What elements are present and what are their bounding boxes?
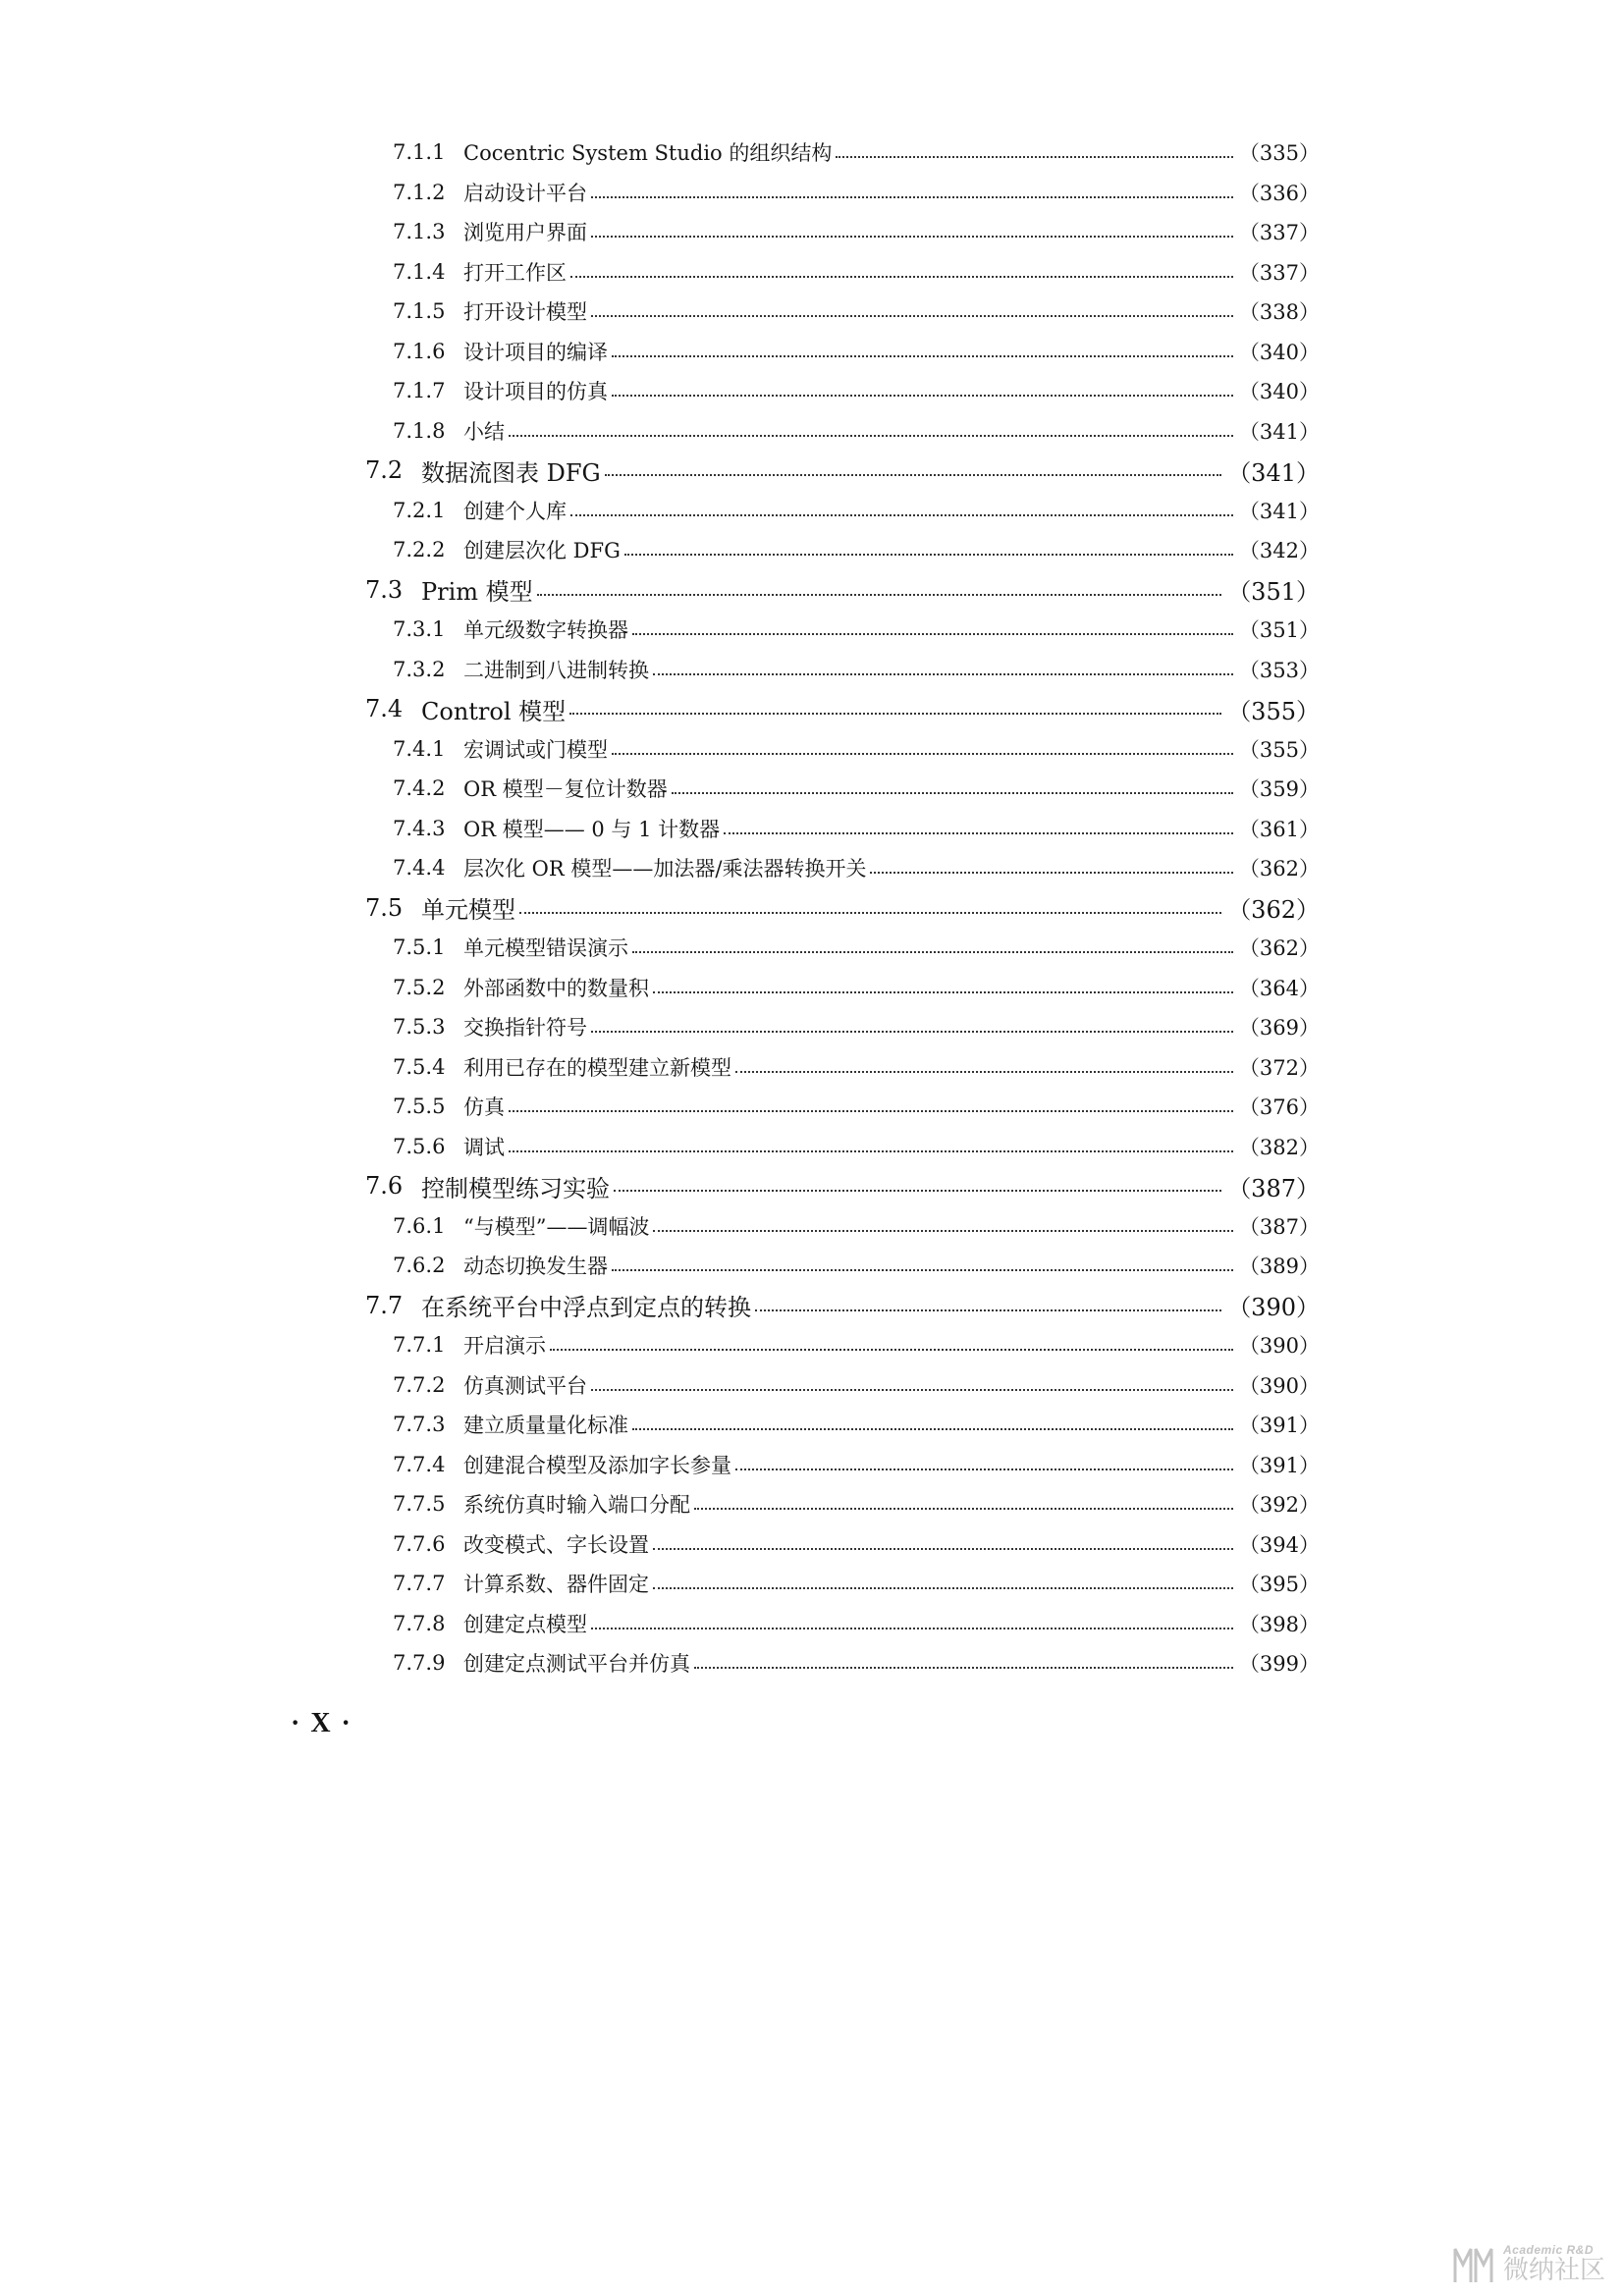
toc-leader-dots <box>653 1548 1233 1550</box>
toc-leader-dots <box>672 792 1233 794</box>
toc-leader-dots <box>569 713 1221 715</box>
toc-entry-page: （391） <box>1238 1414 1320 1438</box>
toc-entry-page: （362） <box>1238 936 1320 961</box>
toc-leader-dots <box>612 395 1233 397</box>
toc-entry-number: 7.1.7 <box>393 379 446 403</box>
toc-section-entry <box>0 689 1623 729</box>
toc-leader-dots <box>632 951 1233 953</box>
toc-entry-number: 7.6.1 <box>393 1213 446 1238</box>
toc-section-entry <box>0 1166 1623 1206</box>
table-of-contents <box>0 133 1623 1683</box>
toc-entry-title: 启动设计平台 <box>463 181 587 205</box>
toc-entry-title: 仿真 <box>463 1095 505 1120</box>
watermark-logo-icon <box>1452 2243 1497 2284</box>
toc-entry-number: 7.7.1 <box>393 1333 446 1358</box>
toc-entry-number: 7.6.2 <box>393 1254 446 1278</box>
toc-leader-dots <box>537 594 1222 596</box>
toc-entry-title: 单元模型错误演示 <box>463 936 628 961</box>
toc-subsection-entry <box>0 1484 1623 1524</box>
watermark <box>1452 2243 1605 2284</box>
toc-entry-page: （364） <box>1238 976 1320 1000</box>
toc-entry-title: 创建个人库 <box>463 499 567 523</box>
toc-section-entry <box>0 570 1623 611</box>
toc-leader-dots <box>570 514 1233 516</box>
toc-leader-dots <box>612 1269 1233 1271</box>
toc-entry-title: 交换指针符号 <box>463 1016 587 1041</box>
toc-subsection-entry <box>0 928 1623 968</box>
toc-entry-page: （369） <box>1238 1016 1320 1041</box>
toc-leader-dots <box>519 912 1221 914</box>
toc-entry-number: 7.7.7 <box>393 1572 446 1596</box>
toc-entry-page: （338） <box>1238 300 1320 325</box>
toc-entry-number: 7.5.6 <box>393 1134 446 1158</box>
toc-entry-page: （387） <box>1227 1174 1320 1202</box>
toc-leader-dots <box>624 554 1233 556</box>
page-number: · X · <box>291 1708 352 1738</box>
toc-entry-number: 7.1.6 <box>393 339 446 363</box>
toc-leader-dots <box>509 435 1233 437</box>
toc-leader-dots <box>836 156 1233 158</box>
toc-subsection-entry <box>0 1047 1623 1088</box>
toc-leader-dots <box>591 196 1233 198</box>
toc-leader-dots <box>509 1150 1233 1152</box>
toc-entry-title: 层次化 OR 模型——加法器/乘法器转换开关 <box>463 857 867 881</box>
toc-entry-title: 创建混合模型及添加字长参量 <box>463 1453 731 1477</box>
toc-subsection-entry <box>0 809 1623 849</box>
toc-entry-page: （342） <box>1238 539 1320 563</box>
toc-subsection-entry <box>0 133 1623 173</box>
toc-entry-number: 7.7.8 <box>393 1611 446 1635</box>
toc-leader-dots <box>653 991 1233 993</box>
toc-subsection-entry <box>0 1405 1623 1445</box>
toc-leader-dots <box>653 1587 1233 1589</box>
toc-entry-page: （390） <box>1227 1294 1320 1322</box>
toc-section-entry <box>0 888 1623 929</box>
toc-leader-dots <box>632 1428 1233 1430</box>
toc-leader-dots <box>614 1190 1221 1192</box>
toc-entry-page: （387） <box>1238 1214 1320 1239</box>
toc-entry-number: 7.1.8 <box>393 418 446 443</box>
toc-entry-title: 宏调试或门模型 <box>463 737 608 762</box>
toc-entry-page: （353） <box>1238 658 1320 682</box>
toc-entry-title: Cocentric System Studio 的组织结构 <box>463 141 833 166</box>
toc-entry-title: 开启演示 <box>463 1334 546 1359</box>
toc-subsection-entry <box>0 1007 1623 1047</box>
toc-entry-page: （398） <box>1238 1612 1320 1636</box>
toc-entry-page: （372） <box>1238 1055 1320 1080</box>
watermark-chinese-text: 微纳社区 <box>1502 2256 1605 2285</box>
toc-subsection-entry <box>0 968 1623 1008</box>
toc-subsection-entry <box>0 1325 1623 1365</box>
toc-entry-title: OR 模型—— 0 与 1 计数器 <box>463 817 721 841</box>
toc-entry-title: 浏览用户界面 <box>463 221 587 245</box>
toc-leader-dots <box>605 474 1221 476</box>
toc-subsection-entry <box>0 1604 1623 1644</box>
toc-entry-number: 7.7.3 <box>393 1413 446 1437</box>
toc-entry-number: 7.5 <box>365 893 404 922</box>
toc-entry-number: 7.6 <box>365 1172 404 1201</box>
toc-entry-page: （391） <box>1238 1453 1320 1477</box>
toc-entry-number: 7.1.1 <box>393 140 446 165</box>
toc-entry-page: （340） <box>1238 340 1320 364</box>
toc-entry-title: 改变模式、字长设置 <box>463 1532 649 1557</box>
toc-section-entry <box>0 451 1623 491</box>
toc-entry-title: 单元级数字转换器 <box>463 618 628 643</box>
toc-leader-dots <box>591 1031 1233 1033</box>
toc-entry-title: 小结 <box>463 419 505 444</box>
toc-entry-number: 7.3 <box>365 575 404 604</box>
toc-entry-number: 7.5.1 <box>393 935 446 960</box>
toc-section-entry <box>0 1286 1623 1326</box>
toc-leader-dots <box>735 1071 1233 1073</box>
toc-entry-page: （340） <box>1238 380 1320 404</box>
toc-entry-number: 7.7.4 <box>393 1452 446 1476</box>
toc-entry-page: （399） <box>1238 1652 1320 1677</box>
toc-leader-dots <box>694 1667 1233 1669</box>
toc-entry-page: （392） <box>1238 1493 1320 1518</box>
toc-entry-number: 7.5.3 <box>393 1015 446 1040</box>
toc-leader-dots <box>735 1468 1233 1470</box>
toc-entry-number: 7.2 <box>365 456 404 485</box>
toc-entry-title: 在系统平台中浮点到定点的转换 <box>421 1294 751 1322</box>
toc-entry-number: 7.5.2 <box>393 975 446 999</box>
toc-subsection-entry <box>0 530 1623 570</box>
toc-entry-number: 7.1.4 <box>393 259 446 284</box>
toc-entry-page: （351） <box>1227 578 1320 607</box>
toc-subsection-entry <box>0 769 1623 809</box>
toc-leader-dots <box>632 633 1233 635</box>
toc-leader-dots <box>653 1230 1232 1232</box>
toc-entry-title: 调试 <box>463 1135 505 1159</box>
toc-entry-title: OR 模型－复位计数器 <box>463 777 668 802</box>
toc-leader-dots <box>755 1309 1221 1311</box>
toc-entry-title: 创建层次化 DFG <box>463 539 621 563</box>
toc-entry-number: 7.4.4 <box>393 856 446 881</box>
toc-entry-title: 动态切换发生器 <box>463 1255 608 1279</box>
watermark-english-text: Academic R&D <box>1502 2243 1595 2257</box>
toc-entry-title: “与模型”——调幅波 <box>463 1214 650 1239</box>
toc-subsection-entry <box>0 491 1623 531</box>
toc-subsection-entry <box>0 332 1623 372</box>
toc-entry-number: 7.4.1 <box>393 736 446 761</box>
toc-leader-dots <box>570 276 1233 278</box>
toc-entry-page: （394） <box>1238 1532 1320 1557</box>
toc-subsection-entry <box>0 1365 1623 1406</box>
toc-leader-dots <box>591 315 1233 317</box>
toc-entry-title: 二进制到八进制转换 <box>463 658 649 682</box>
toc-subsection-entry <box>0 411 1623 452</box>
toc-entry-number: 7.5.5 <box>393 1095 446 1119</box>
toc-subsection-entry <box>0 292 1623 332</box>
toc-entry-title: 打开工作区 <box>463 260 567 285</box>
toc-entry-page: （355） <box>1238 737 1320 762</box>
toc-entry-page: （395） <box>1238 1573 1320 1597</box>
toc-subsection-entry <box>0 173 1623 213</box>
toc-entry-page: （351） <box>1238 618 1320 643</box>
toc-subsection-entry <box>0 1643 1623 1683</box>
toc-leader-dots <box>653 673 1233 675</box>
toc-subsection-entry <box>0 1206 1623 1247</box>
toc-entry-page: （361） <box>1238 817 1320 841</box>
toc-entry-page: （337） <box>1238 260 1320 285</box>
toc-subsection-entry <box>0 610 1623 650</box>
toc-leader-dots <box>870 872 1232 874</box>
toc-entry-page: （362） <box>1227 896 1320 925</box>
toc-entry-number: 7.7.6 <box>393 1531 446 1556</box>
toc-subsection-entry <box>0 1445 1623 1485</box>
toc-entry-page: （376） <box>1238 1095 1320 1120</box>
toc-entry-page: （362） <box>1238 857 1320 881</box>
toc-leader-dots <box>591 1628 1233 1629</box>
toc-entry-number: 7.4 <box>365 695 404 723</box>
toc-entry-page: （382） <box>1238 1135 1320 1159</box>
toc-entry-title: 设计项目的编译 <box>463 340 608 364</box>
toc-entry-number: 7.3.2 <box>393 657 446 681</box>
toc-entry-page: （341） <box>1238 419 1320 444</box>
toc-leader-dots <box>550 1349 1233 1351</box>
toc-entry-number: 7.1.5 <box>393 299 446 324</box>
toc-entry-number: 7.7.9 <box>393 1651 446 1676</box>
toc-entry-title: 仿真测试平台 <box>463 1373 587 1398</box>
toc-entry-number: 7.7.5 <box>393 1492 446 1517</box>
toc-leader-dots <box>509 1110 1233 1112</box>
toc-subsection-entry <box>0 371 1623 411</box>
toc-subsection-entry <box>0 1564 1623 1604</box>
toc-entry-number: 7.7.2 <box>393 1372 446 1397</box>
toc-entry-title: 创建定点模型 <box>463 1612 587 1636</box>
toc-entry-number: 7.2.1 <box>393 498 446 522</box>
toc-entry-title: 设计项目的仿真 <box>463 380 608 404</box>
toc-leader-dots <box>694 1508 1233 1510</box>
toc-entry-number: 7.2.2 <box>393 538 446 562</box>
toc-entry-title: 计算系数、器件固定 <box>463 1573 649 1597</box>
toc-entry-page: （341） <box>1238 499 1320 523</box>
toc-subsection-entry <box>0 729 1623 770</box>
toc-entry-title: 打开设计模型 <box>463 300 587 325</box>
toc-subsection-entry <box>0 1087 1623 1127</box>
toc-entry-page: （336） <box>1238 181 1320 205</box>
toc-entry-number: 7.5.4 <box>393 1054 446 1079</box>
toc-entry-page: （335） <box>1238 141 1320 166</box>
toc-entry-page: （359） <box>1238 777 1320 802</box>
toc-entry-page: （390） <box>1238 1334 1320 1359</box>
toc-entry-number: 7.4.3 <box>393 816 446 840</box>
toc-entry-title: Prim 模型 <box>421 578 533 607</box>
toc-leader-dots <box>591 1389 1233 1391</box>
toc-entry-title: Control 模型 <box>421 697 567 725</box>
toc-leader-dots <box>591 236 1233 238</box>
toc-entry-number: 7.1.3 <box>393 220 446 244</box>
toc-entry-title: 创建定点测试平台并仿真 <box>463 1652 690 1677</box>
toc-subsection-entry <box>0 1524 1623 1565</box>
toc-entry-title: 控制模型练习实验 <box>421 1174 610 1202</box>
toc-entry-page: （341） <box>1227 458 1320 487</box>
toc-entry-title: 外部函数中的数量积 <box>463 976 649 1000</box>
toc-entry-number: 7.7 <box>365 1291 404 1319</box>
toc-entry-title: 单元模型 <box>421 896 515 925</box>
toc-entry-number: 7.1.2 <box>393 180 446 204</box>
toc-entry-page: （390） <box>1238 1373 1320 1398</box>
toc-entry-number: 7.3.1 <box>393 617 446 642</box>
toc-entry-title: 系统仿真时输入端口分配 <box>463 1493 690 1518</box>
toc-leader-dots <box>612 753 1233 755</box>
toc-subsection-entry <box>0 252 1623 293</box>
toc-entry-page: （355） <box>1227 697 1320 725</box>
toc-leader-dots <box>724 832 1233 834</box>
toc-leader-dots <box>612 355 1233 357</box>
toc-entry-title: 建立质量量化标准 <box>463 1414 628 1438</box>
toc-subsection-entry <box>0 1246 1623 1286</box>
toc-entry-title: 数据流图表 DFG <box>421 458 601 487</box>
toc-subsection-entry <box>0 212 1623 252</box>
toc-entry-page: （337） <box>1238 221 1320 245</box>
toc-subsection-entry <box>0 1127 1623 1167</box>
toc-entry-title: 利用已存在的模型建立新模型 <box>463 1055 731 1080</box>
toc-entry-page: （389） <box>1238 1255 1320 1279</box>
toc-subsection-entry <box>0 848 1623 888</box>
toc-subsection-entry <box>0 650 1623 690</box>
toc-entry-number: 7.4.2 <box>393 776 446 801</box>
